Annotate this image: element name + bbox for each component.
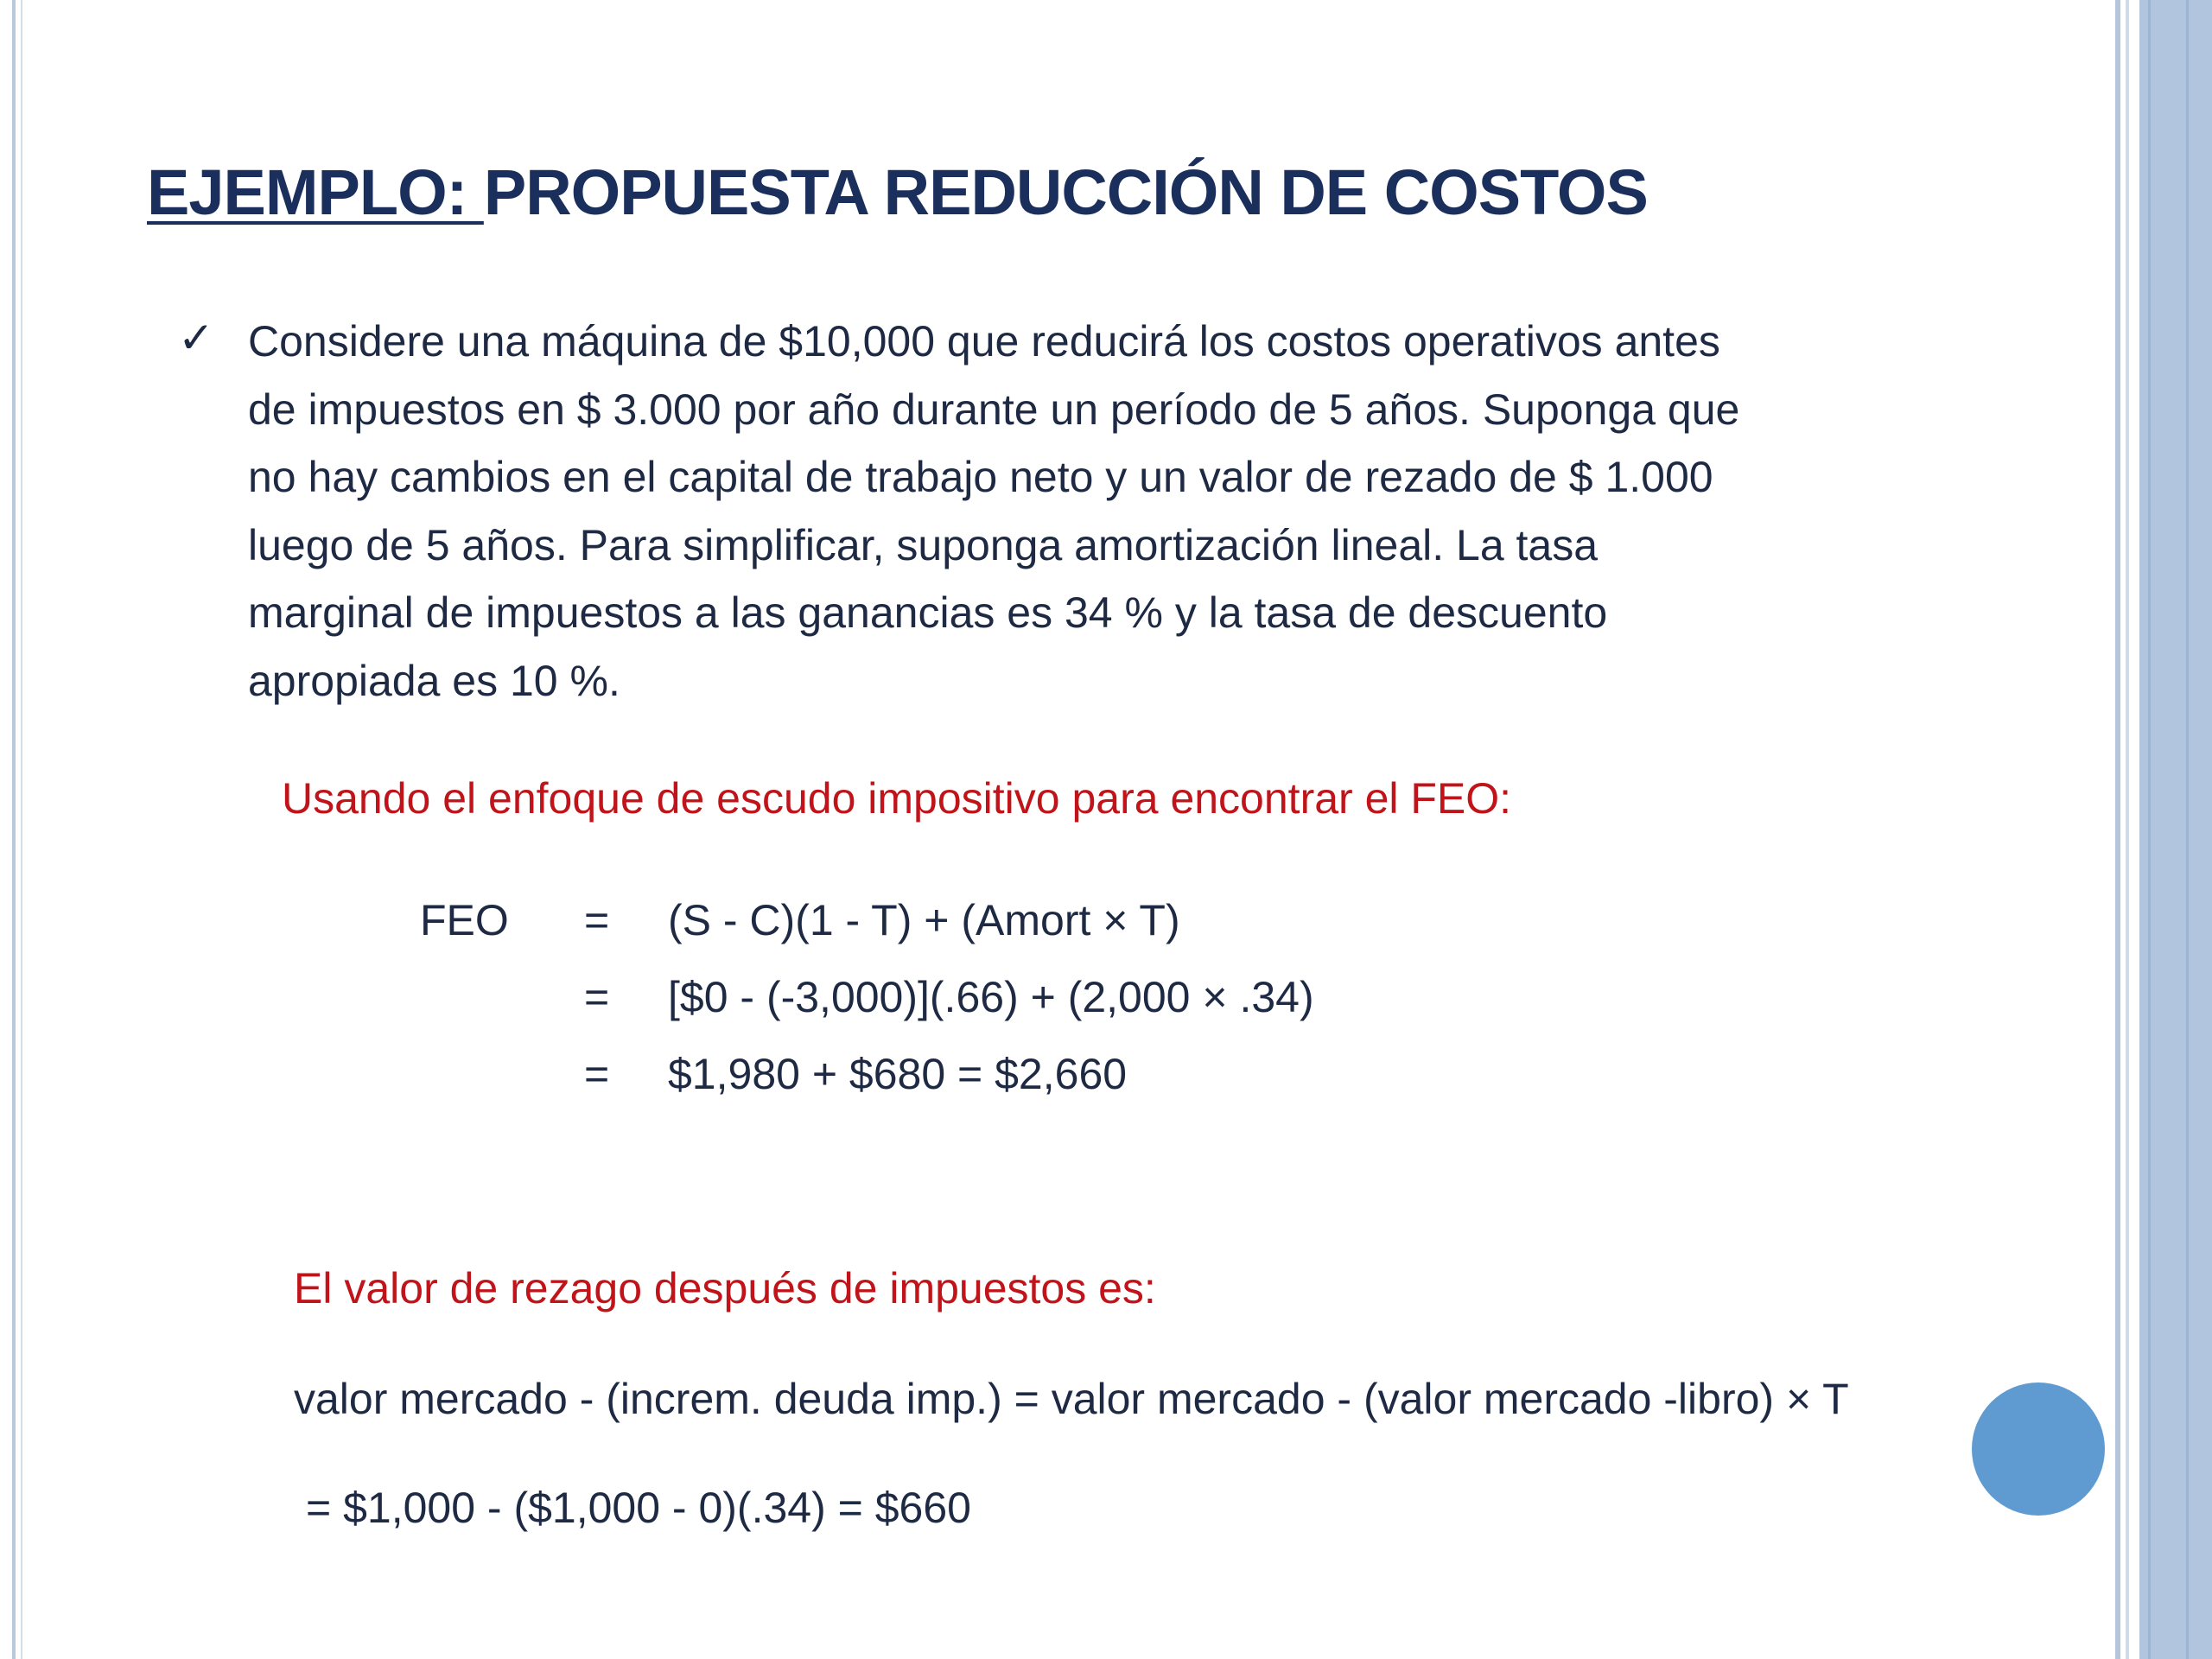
paragraph-line: apropiada es 10 %. — [248, 656, 620, 705]
check-icon: ✓ — [178, 314, 214, 362]
right-band-stripe-2 — [2186, 0, 2189, 1659]
equation-formula: (S - C)(1 - T) + (Amort × T) — [668, 896, 1180, 944]
paragraph-line: no hay cambios en el capital de trabajo neto y un valor de rezado de $ 1.000 — [248, 453, 1713, 501]
right-band-stripe — [2148, 0, 2151, 1659]
equals-sign: = — [584, 1050, 610, 1098]
equation-result: $1,980 + $680 = $2,660 — [668, 1050, 1128, 1098]
paragraph-line: marginal de impuestos a las ganancias es 34 % y la tasa de descuento — [248, 588, 1608, 637]
left-frame-line — [12, 0, 16, 1659]
right-frame-line-inner — [2126, 0, 2129, 1659]
feo-label: FEO — [420, 896, 509, 944]
equals-sign: = — [584, 973, 610, 1021]
paragraph-line: luego de 5 años. Para simplificar, suponga amortización lineal. La tasa — [248, 520, 1599, 569]
slide-title — [147, 156, 1648, 229]
salvage-result: = $1,000 - ($1,000 - 0)(.34) = $660 — [306, 1484, 971, 1532]
title-main: PROPUESTA REDUCCIÓN DE COSTOS — [483, 156, 1648, 228]
right-frame-line — [2115, 0, 2120, 1659]
problem-paragraph — [248, 308, 1916, 715]
equation-substitution: [$0 - (-3,000)](.66) + (2,000 × .34) — [668, 973, 1314, 1021]
tax-shield-heading: Usando el enfoque de escudo impositivo para encontrar el FEO: — [282, 774, 1512, 823]
equals-sign: = — [584, 896, 610, 944]
decorative-circle — [1972, 1382, 2105, 1516]
paragraph-line: de impuestos en $ 3.000 por año durante un período de 5 años. Suponga que — [248, 385, 1740, 434]
left-frame-line-inner — [21, 0, 22, 1659]
paragraph-line: Considere una máquina de $10,000 que reducirá los costos operativos antes — [248, 317, 1720, 365]
title-prefix: EJEMPLO: — [147, 156, 484, 228]
salvage-formula: valor mercado - (increm. deuda imp.) = valor mercado - (valor mercado -libro) × T — [294, 1375, 1849, 1423]
salvage-value-heading: El valor de rezago después de impuestos es: — [294, 1264, 1156, 1313]
